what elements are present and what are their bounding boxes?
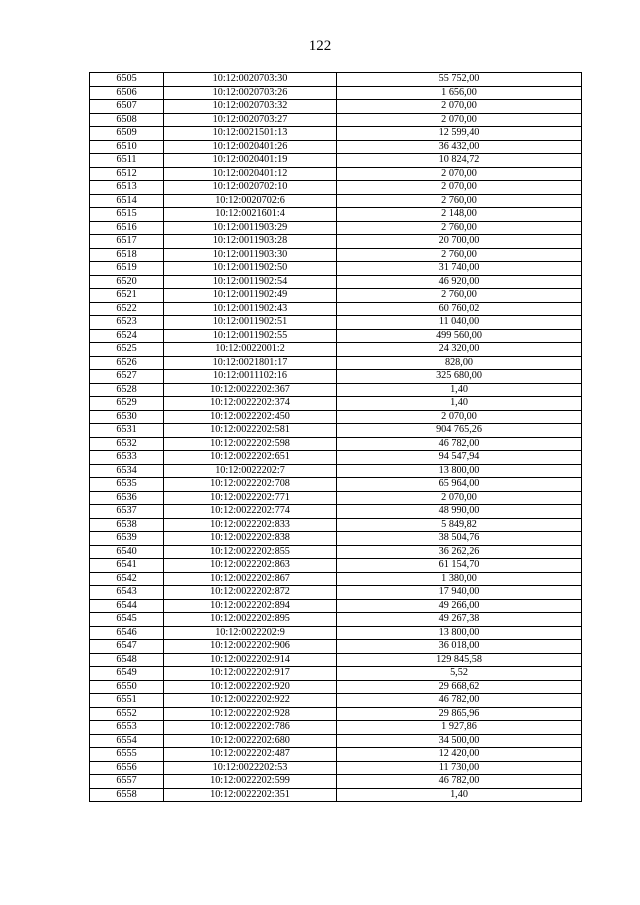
- amount-cell: 2 070,00: [337, 113, 582, 127]
- table-row: [90, 127, 582, 141]
- amount-cell: 61 154,70: [337, 559, 582, 573]
- cadastral-number-cell: 10:12:0020703:27: [164, 113, 337, 127]
- cadastral-number-cell: 10:12:0011102:16: [164, 370, 337, 384]
- cadastral-number-cell: 10:12:0011903:28: [164, 235, 337, 249]
- amount-cell: 55 752,00: [337, 73, 582, 87]
- table-row: [90, 788, 582, 802]
- table-row: [90, 748, 582, 762]
- row-number-cell: 6555: [90, 748, 164, 762]
- amount-cell: 38 504,76: [337, 532, 582, 546]
- cadastral-number-cell: 10:12:0022202:906: [164, 640, 337, 654]
- amount-cell: 24 320,00: [337, 343, 582, 357]
- table-row: [90, 599, 582, 613]
- table-row: [90, 707, 582, 721]
- table-row: [90, 653, 582, 667]
- amount-cell: 65 964,00: [337, 478, 582, 492]
- amount-cell: 36 432,00: [337, 140, 582, 154]
- cadastral-number-cell: 10:12:0022202:7: [164, 464, 337, 478]
- cadastral-number-cell: 10:12:0022202:914: [164, 653, 337, 667]
- amount-cell: 46 782,00: [337, 694, 582, 708]
- amount-cell: 20 700,00: [337, 235, 582, 249]
- row-number-cell: 6516: [90, 221, 164, 235]
- amount-cell: 36 262,26: [337, 545, 582, 559]
- table-row: [90, 86, 582, 100]
- cadastral-number-cell: 10:12:0022202:599: [164, 775, 337, 789]
- table-row: [90, 397, 582, 411]
- amount-cell: 46 782,00: [337, 775, 582, 789]
- amount-cell: 2 760,00: [337, 248, 582, 262]
- amount-cell: 2 070,00: [337, 410, 582, 424]
- row-number-cell: 6543: [90, 586, 164, 600]
- cadastral-number-cell: 10:12:0020401:12: [164, 167, 337, 181]
- table-row: [90, 181, 582, 195]
- row-number-cell: 6558: [90, 788, 164, 802]
- amount-cell: 34 500,00: [337, 734, 582, 748]
- table-row: [90, 302, 582, 316]
- amount-cell: 1 927,86: [337, 721, 582, 735]
- row-number-cell: 6513: [90, 181, 164, 195]
- table-row: [90, 275, 582, 289]
- cadastral-number-cell: 10:12:0022202:895: [164, 613, 337, 627]
- cadastral-number-cell: 10:12:0020702:6: [164, 194, 337, 208]
- cadastral-number-cell: 10:12:0011902:50: [164, 262, 337, 276]
- row-number-cell: 6520: [90, 275, 164, 289]
- page-number: 122: [308, 38, 332, 54]
- amount-cell: 325 680,00: [337, 370, 582, 384]
- amount-cell: 904 765,26: [337, 424, 582, 438]
- row-number-cell: 6539: [90, 532, 164, 546]
- table-row: [90, 208, 582, 222]
- row-number-cell: 6545: [90, 613, 164, 627]
- cadastral-number-cell: 10:12:0022202:922: [164, 694, 337, 708]
- table-row: [90, 505, 582, 519]
- table-row: [90, 140, 582, 154]
- table-row: [90, 73, 582, 87]
- table-row: [90, 329, 582, 343]
- amount-cell: 2 760,00: [337, 194, 582, 208]
- amount-cell: 2 148,00: [337, 208, 582, 222]
- table-row: [90, 167, 582, 181]
- row-number-cell: 6507: [90, 100, 164, 114]
- cadastral-number-cell: 10:12:0011902:43: [164, 302, 337, 316]
- cadastral-number-cell: 10:12:0022202:680: [164, 734, 337, 748]
- table-row: [90, 545, 582, 559]
- amount-cell: 129 845,58: [337, 653, 582, 667]
- amount-cell: 2 070,00: [337, 181, 582, 195]
- table-row: [90, 451, 582, 465]
- row-number-cell: 6530: [90, 410, 164, 424]
- table-row: [90, 221, 582, 235]
- row-number-cell: 6544: [90, 599, 164, 613]
- amount-cell: 29 668,62: [337, 680, 582, 694]
- cadastral-number-cell: 10:12:0022202:928: [164, 707, 337, 721]
- cadastral-number-cell: 10:12:0022202:786: [164, 721, 337, 735]
- amount-cell: 17 940,00: [337, 586, 582, 600]
- table-row: [90, 518, 582, 532]
- amount-cell: 2 070,00: [337, 491, 582, 505]
- row-number-cell: 6528: [90, 383, 164, 397]
- cadastral-number-cell: 10:12:0022202:367: [164, 383, 337, 397]
- row-number-cell: 6509: [90, 127, 164, 141]
- table-row: [90, 424, 582, 438]
- table-row: [90, 248, 582, 262]
- cadastral-number-cell: 10:12:0022202:838: [164, 532, 337, 546]
- data-table: [89, 72, 582, 802]
- cadastral-number-cell: 10:12:0021801:17: [164, 356, 337, 370]
- cadastral-number-cell: 10:12:0011902:55: [164, 329, 337, 343]
- table-row: [90, 640, 582, 654]
- cadastral-number-cell: 10:12:0022202:920: [164, 680, 337, 694]
- amount-cell: 1 380,00: [337, 572, 582, 586]
- cadastral-number-cell: 10:12:0020702:10: [164, 181, 337, 195]
- amount-cell: 48 990,00: [337, 505, 582, 519]
- row-number-cell: 6529: [90, 397, 164, 411]
- amount-cell: 1,40: [337, 788, 582, 802]
- row-number-cell: 6535: [90, 478, 164, 492]
- row-number-cell: 6541: [90, 559, 164, 573]
- row-number-cell: 6531: [90, 424, 164, 438]
- row-number-cell: 6547: [90, 640, 164, 654]
- table-row: [90, 289, 582, 303]
- amount-cell: 2 070,00: [337, 100, 582, 114]
- cadastral-number-cell: 10:12:0022202:855: [164, 545, 337, 559]
- cadastral-number-cell: 10:12:0022202:917: [164, 667, 337, 681]
- row-number-cell: 6511: [90, 154, 164, 168]
- cadastral-number-cell: 10:12:0022202:374: [164, 397, 337, 411]
- cadastral-number-cell: 10:12:0020703:30: [164, 73, 337, 87]
- amount-cell: 2 760,00: [337, 221, 582, 235]
- amount-cell: 13 800,00: [337, 626, 582, 640]
- row-number-cell: 6556: [90, 761, 164, 775]
- table-row: [90, 572, 582, 586]
- table-row: [90, 626, 582, 640]
- amount-cell: 828,00: [337, 356, 582, 370]
- row-number-cell: 6527: [90, 370, 164, 384]
- table-row: [90, 721, 582, 735]
- table-row: [90, 316, 582, 330]
- row-number-cell: 6546: [90, 626, 164, 640]
- cadastral-number-cell: 10:12:0011903:29: [164, 221, 337, 235]
- amount-cell: 1,40: [337, 383, 582, 397]
- table-row: [90, 356, 582, 370]
- cadastral-number-cell: 10:12:0020703:32: [164, 100, 337, 114]
- row-number-cell: 6510: [90, 140, 164, 154]
- row-number-cell: 6523: [90, 316, 164, 330]
- row-number-cell: 6532: [90, 437, 164, 451]
- table-row: [90, 437, 582, 451]
- amount-cell: 5 849,82: [337, 518, 582, 532]
- amount-cell: 1,40: [337, 397, 582, 411]
- amount-cell: 94 547,94: [337, 451, 582, 465]
- row-number-cell: 6554: [90, 734, 164, 748]
- cadastral-number-cell: 10:12:0022202:487: [164, 748, 337, 762]
- amount-cell: 1 656,00: [337, 86, 582, 100]
- amount-cell: 36 018,00: [337, 640, 582, 654]
- cadastral-number-cell: 10:12:0021601:4: [164, 208, 337, 222]
- amount-cell: 12 420,00: [337, 748, 582, 762]
- amount-cell: 2 070,00: [337, 167, 582, 181]
- row-number-cell: 6512: [90, 167, 164, 181]
- row-number-cell: 6533: [90, 451, 164, 465]
- table-row: [90, 370, 582, 384]
- cadastral-number-cell: 10:12:0022202:450: [164, 410, 337, 424]
- row-number-cell: 6537: [90, 505, 164, 519]
- table-row: [90, 100, 582, 114]
- cadastral-number-cell: 10:12:0022202:9: [164, 626, 337, 640]
- table-row: [90, 262, 582, 276]
- table-row: [90, 559, 582, 573]
- cadastral-number-cell: 10:12:0022202:771: [164, 491, 337, 505]
- amount-cell: 29 865,96: [337, 707, 582, 721]
- table-row: [90, 586, 582, 600]
- cadastral-number-cell: 10:12:0020401:26: [164, 140, 337, 154]
- table-row: [90, 491, 582, 505]
- row-number-cell: 6508: [90, 113, 164, 127]
- row-number-cell: 6540: [90, 545, 164, 559]
- row-number-cell: 6548: [90, 653, 164, 667]
- cadastral-number-cell: 10:12:0011902:51: [164, 316, 337, 330]
- row-number-cell: 6506: [90, 86, 164, 100]
- cadastral-number-cell: 10:12:0022202:53: [164, 761, 337, 775]
- cadastral-number-cell: 10:12:0022202:863: [164, 559, 337, 573]
- row-number-cell: 6514: [90, 194, 164, 208]
- cadastral-number-cell: 10:12:0020401:19: [164, 154, 337, 168]
- table-row: [90, 113, 582, 127]
- amount-cell: 5,52: [337, 667, 582, 681]
- table-row: [90, 532, 582, 546]
- cadastral-number-cell: 10:12:0011903:30: [164, 248, 337, 262]
- row-number-cell: 6549: [90, 667, 164, 681]
- cadastral-number-cell: 10:12:0020703:26: [164, 86, 337, 100]
- cadastral-number-cell: 10:12:0022202:581: [164, 424, 337, 438]
- amount-cell: 2 760,00: [337, 289, 582, 303]
- amount-cell: 46 920,00: [337, 275, 582, 289]
- row-number-cell: 6524: [90, 329, 164, 343]
- cadastral-number-cell: 10:12:0022202:598: [164, 437, 337, 451]
- row-number-cell: 6534: [90, 464, 164, 478]
- amount-cell: 10 824,72: [337, 154, 582, 168]
- cadastral-number-cell: 10:12:0011902:54: [164, 275, 337, 289]
- row-number-cell: 6557: [90, 775, 164, 789]
- row-number-cell: 6536: [90, 491, 164, 505]
- row-number-cell: 6525: [90, 343, 164, 357]
- row-number-cell: 6521: [90, 289, 164, 303]
- table-row: [90, 478, 582, 492]
- cadastral-number-cell: 10:12:0022202:774: [164, 505, 337, 519]
- amount-cell: 31 740,00: [337, 262, 582, 276]
- row-number-cell: 6505: [90, 73, 164, 87]
- row-number-cell: 6522: [90, 302, 164, 316]
- row-number-cell: 6552: [90, 707, 164, 721]
- amount-cell: 46 782,00: [337, 437, 582, 451]
- cadastral-number-cell: 10:12:0022202:833: [164, 518, 337, 532]
- table-row: [90, 235, 582, 249]
- amount-cell: 49 266,00: [337, 599, 582, 613]
- amount-cell: 12 599,40: [337, 127, 582, 141]
- cadastral-number-cell: 10:12:0022202:651: [164, 451, 337, 465]
- amount-cell: 499 560,00: [337, 329, 582, 343]
- amount-cell: 60 760,02: [337, 302, 582, 316]
- table-body: [90, 73, 582, 802]
- cadastral-number-cell: 10:12:0022202:351: [164, 788, 337, 802]
- amount-cell: 11 730,00: [337, 761, 582, 775]
- table-row: [90, 613, 582, 627]
- table-row: [90, 194, 582, 208]
- cadastral-number-cell: 10:12:0022202:867: [164, 572, 337, 586]
- row-number-cell: 6542: [90, 572, 164, 586]
- table-row: [90, 680, 582, 694]
- cadastral-number-cell: 10:12:0022202:872: [164, 586, 337, 600]
- row-number-cell: 6518: [90, 248, 164, 262]
- row-number-cell: 6519: [90, 262, 164, 276]
- table-row: [90, 734, 582, 748]
- cadastral-number-cell: 10:12:0022001:2: [164, 343, 337, 357]
- table-row: [90, 464, 582, 478]
- table-row: [90, 154, 582, 168]
- cadastral-number-cell: 10:12:0011902:49: [164, 289, 337, 303]
- row-number-cell: 6526: [90, 356, 164, 370]
- row-number-cell: 6538: [90, 518, 164, 532]
- amount-cell: 11 040,00: [337, 316, 582, 330]
- row-number-cell: 6551: [90, 694, 164, 708]
- table-row: [90, 761, 582, 775]
- cadastral-number-cell: 10:12:0022202:894: [164, 599, 337, 613]
- row-number-cell: 6550: [90, 680, 164, 694]
- table-row: [90, 775, 582, 789]
- amount-cell: 13 800,00: [337, 464, 582, 478]
- table-row: [90, 667, 582, 681]
- row-number-cell: 6515: [90, 208, 164, 222]
- table-row: [90, 383, 582, 397]
- amount-cell: 49 267,38: [337, 613, 582, 627]
- row-number-cell: 6517: [90, 235, 164, 249]
- table-row: [90, 694, 582, 708]
- table-row: [90, 343, 582, 357]
- table-row: [90, 410, 582, 424]
- cadastral-number-cell: 10:12:0021501:13: [164, 127, 337, 141]
- row-number-cell: 6553: [90, 721, 164, 735]
- cadastral-number-cell: 10:12:0022202:708: [164, 478, 337, 492]
